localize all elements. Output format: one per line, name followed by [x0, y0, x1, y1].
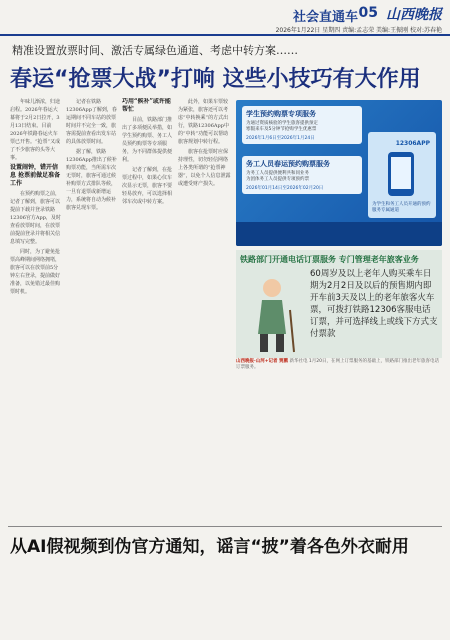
- card-date: 2026年01月14日至2026年02月20日: [246, 186, 324, 191]
- article1-column-4: [178, 98, 232, 518]
- page-number: 05: [358, 5, 378, 21]
- infographic-panel: [236, 100, 442, 246]
- card-title: 学生预约购票专项服务: [246, 110, 316, 118]
- worker-service-card: [242, 156, 362, 194]
- phone-icon: [384, 150, 418, 198]
- ticket-note: 为学生和务工人员开通的预约服务专属通道: [372, 202, 431, 213]
- card-date: 2026年1月6日至2026年1月24日: [246, 136, 315, 141]
- card-line: 为通过资质核验的学生旅客提供预定: [246, 121, 318, 126]
- card-title: 务工人员春运预约购票服务: [246, 160, 330, 168]
- train-illustration: [236, 222, 442, 246]
- ticket-brand: 12306APP: [395, 140, 430, 147]
- notice-title: 铁路部门开通电话订票服务 专门管理老年旅客业务: [240, 255, 419, 264]
- article1-column-1: [10, 98, 62, 518]
- masthead: [0, 0, 450, 36]
- elderly-person-icon: [244, 274, 304, 354]
- newspaper-logo: 山西晚报: [386, 7, 442, 23]
- caption-text: 新华社电 1月20日，在网上订票服务的基础上，铁路部门推出老年旅客电话订票服务。: [236, 359, 440, 370]
- article1-column-3: [122, 98, 174, 518]
- ticket-illustration: [368, 132, 436, 218]
- paragraph: 据了解，铁路12306App推出了候补购票功能，当所需车次无票时，旅客可通过候补购票方式排队等候，一旦有退票或新增运力，系统将自动为候补旅客兑现车票。: [66, 149, 117, 211]
- article1-column-2: [66, 98, 118, 518]
- paragraph: 目前，铁路部门推出了多项便民举措，如学生预约购票、务工人员预约购票等专项服务，为不同群体提供便利。: [122, 117, 173, 163]
- paragraph: 记者在铁路12306App了解到，春运期间不同车站的放票时间并不完全一致，旅客需提前查看出发车站的具体放票时间。: [66, 99, 117, 145]
- subheading: 巧用“候补”或许能帮忙: [122, 98, 171, 113]
- issue-meta: 2026年1月22日 星期四 责编:孟志荣 美编:王振刚 校对:苏春艳: [275, 27, 442, 34]
- subheading: 设置闹钟，错开信息 抢票前做足准备工作: [10, 164, 61, 187]
- paragraph: 在预约购票之前，记者了解到，旅客可以提前下载并登录铁路12306官方App，及时查看放票时间，在放票前提前登录并将相关信息填写完整。: [10, 191, 61, 245]
- article2-headline: 从AI假视频到伪官方通知，谣言“披”着各色外衣耐用: [10, 537, 409, 557]
- paragraph: 旅客在抢票时应保持理性，切勿轻信网络上各类所谓的“抢票神器”，以免个人信息泄露或遭受财产损失。: [178, 149, 231, 187]
- paragraph: 记者了解到，在抢票过程中，如果心仪车次显示无票，旅客不要轻易放弃，可以选择相邻车次或中转方案。: [122, 167, 173, 205]
- phone-booking-notice: [236, 250, 442, 358]
- author-byline: 山西晚报·山河+记者 贾鹏: [236, 359, 289, 364]
- card-line: 为团体务工人员提供专项预约票: [246, 177, 309, 182]
- card-line: 为务工人员提供便利共和同业务: [246, 171, 309, 176]
- card-line: 寒假来车及5分钟节抢购学生优惠票: [246, 127, 317, 132]
- paragraph: 此外，如果车票较为紧张，旅客还可以考虑“中转换乘”的方式出行，铁路12306App中的“中转”功能可以帮助旅客规划中转行程。: [178, 99, 229, 145]
- article1-kicker: 精准设置放票时间、激活专属绿色通道、考虑中转方案……: [12, 44, 298, 57]
- notice-body: 60周岁及以上老年人购买乘车日期为2月2日及以后的预售期内即开车前3天及以上的老年旅客火车票，可拨打铁路12306客服电话订票，并可选择线上或线下方式支付票款: [310, 269, 438, 339]
- section-divider: [8, 526, 442, 527]
- article1-headline: 春运“抢票大战”打响 这些小技巧有大作用: [10, 67, 421, 92]
- photo-caption: [236, 358, 442, 370]
- section-title: 社会直通车: [292, 10, 358, 25]
- student-service-card: [242, 106, 362, 144]
- paragraph: 年味儿渐浓，归途启程。2026年春运大幕将于2月2日拉开，3月13日结束。目前2026年铁路春运火车票已开售。“抢票”又成了不少旅客的头等大事。: [10, 99, 61, 161]
- paragraph: 同时，为了避免抢票高峰期间网络拥堵，旅客可以在放票前5分钟左右登录，提前做好准备，以免错过最佳购票时机。: [10, 249, 61, 295]
